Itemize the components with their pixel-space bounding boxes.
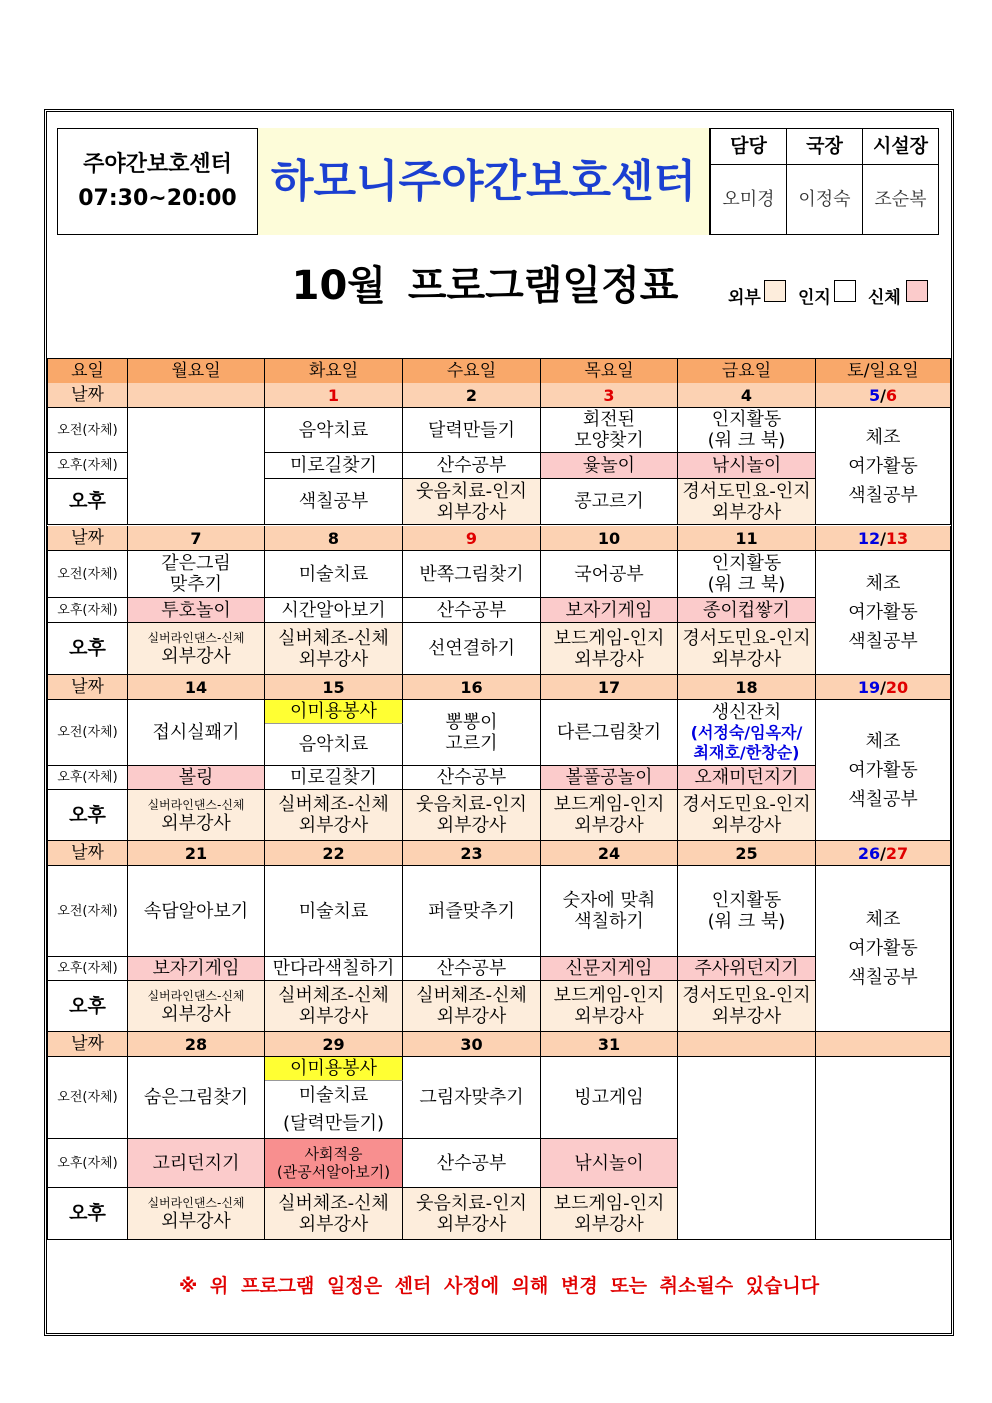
program-cell bbox=[678, 408, 816, 453]
saturday-date: 26 bbox=[857, 843, 881, 863]
program-cell-line: 뽕뽕이 bbox=[445, 711, 498, 733]
program-cell bbox=[403, 700, 541, 766]
sunday-date: 20 bbox=[885, 677, 909, 697]
program-cell-line: 외부강사 bbox=[711, 1006, 782, 1027]
row-label-pm: 오후 bbox=[47, 479, 128, 525]
date-cell: 21 bbox=[128, 841, 265, 866]
weekend-activity: 여가활동 bbox=[848, 602, 918, 623]
program-cell-line: 인지활동 bbox=[711, 890, 782, 911]
date-cell: 9 bbox=[403, 526, 541, 551]
program-cell bbox=[128, 981, 265, 1032]
legend-cognitive-swatch bbox=[834, 280, 856, 302]
program-cell bbox=[403, 981, 541, 1032]
row-label-am: 오전(자체) bbox=[47, 1057, 128, 1139]
date-cell: 16 bbox=[403, 675, 541, 700]
program-cell bbox=[541, 623, 678, 675]
row-label-pm-self: 오후(자체) bbox=[47, 453, 128, 479]
date-cell: 23 bbox=[403, 841, 541, 866]
program-cell: 시간알아보기 bbox=[265, 598, 403, 623]
program-cell: 속담알아보기 bbox=[128, 866, 265, 957]
date-cell: 17 bbox=[541, 675, 678, 700]
program-cell: 산수공부 bbox=[403, 766, 541, 790]
row-label-pm: 오후 bbox=[47, 623, 128, 675]
program-cell-line: 실버라인댄스-신체 bbox=[147, 988, 245, 1003]
program-cell: 볼풀공놀이 bbox=[541, 766, 678, 790]
date-label: 날짜 bbox=[47, 383, 128, 408]
program-cell-line: 외부강사 bbox=[298, 1213, 369, 1235]
program-cell-line: 외부강사 bbox=[574, 648, 644, 670]
program-cell-line: 회전된 bbox=[582, 409, 636, 430]
program-cell: 다른그림찾기 bbox=[541, 700, 678, 766]
program-cell bbox=[541, 408, 678, 453]
program-cell-line: 인지활동 bbox=[711, 409, 782, 430]
program-cell: 고리던지기 bbox=[128, 1139, 265, 1188]
column-header: 토/일요일 bbox=[816, 359, 951, 384]
date-cell: 3 bbox=[541, 383, 678, 408]
row-label-pm-self: 오후(자체) bbox=[47, 766, 128, 790]
approval-label-1: 담당 bbox=[710, 128, 787, 165]
empty-cell bbox=[678, 1057, 816, 1240]
program-cell bbox=[265, 981, 403, 1032]
program-cell: 미로길찾기 bbox=[265, 453, 403, 479]
empty-cell bbox=[128, 408, 265, 525]
program-cell bbox=[541, 790, 678, 841]
program-cell-line: 경서도민요-인지 bbox=[682, 627, 811, 649]
program-cell: 산수공부 bbox=[403, 957, 541, 981]
program-cell-line: 실버라인댄스-신체 bbox=[147, 1196, 245, 1210]
program-cell: 낚시놀이 bbox=[678, 453, 816, 479]
program-cell: 볼링 bbox=[128, 766, 265, 790]
program-cell: 낚시놀이 bbox=[541, 1139, 678, 1188]
program-cell: 주사위던지기 bbox=[678, 957, 816, 981]
legend-cognitive-label: 인지 bbox=[798, 288, 831, 308]
program-cell: 그림자맞추기 bbox=[403, 1057, 541, 1139]
program-cell-line: 외부강사 bbox=[711, 648, 782, 670]
program-cell: 빙고게임 bbox=[541, 1057, 678, 1139]
weekend-date-cell bbox=[816, 383, 951, 408]
date-cell: 7 bbox=[128, 526, 265, 551]
program-cell bbox=[265, 623, 403, 675]
program-cell-line: 외부강사 bbox=[436, 501, 507, 523]
birthday-party-cell bbox=[678, 700, 816, 766]
column-header: 요일 bbox=[47, 359, 128, 384]
approval-label-2: 국장 bbox=[786, 128, 863, 165]
page-title: 10월 프로그램일정표 bbox=[291, 262, 679, 309]
program-cell: 선연결하기 bbox=[403, 623, 541, 675]
program-cell bbox=[128, 1188, 265, 1240]
program-cell bbox=[541, 1188, 678, 1240]
program-cell: 반쪽그림찾기 bbox=[403, 551, 541, 598]
date-separator: / bbox=[880, 843, 886, 863]
program-cell: 콩고르기 bbox=[541, 479, 678, 525]
program-cell-line: 웃음치료-인지 bbox=[416, 480, 527, 502]
program-cell-line: 경서도민요-인지 bbox=[682, 794, 811, 815]
column-header: 수요일 bbox=[403, 359, 541, 384]
weekend-activity: 체조 bbox=[865, 730, 901, 752]
program-cell-line: 외부강사 bbox=[711, 815, 782, 836]
date-label: 날짜 bbox=[47, 526, 128, 551]
program-cell bbox=[678, 479, 816, 525]
program-cell-line: 웃음치료-인지 bbox=[416, 794, 527, 815]
signature-2: 이정숙 bbox=[786, 164, 863, 235]
weekend-activities-cell bbox=[816, 700, 951, 841]
program-cell-line: 외부강사 bbox=[436, 815, 507, 836]
program-cell-line: 실버체조-신체 bbox=[278, 627, 389, 649]
row-label-pm: 오후 bbox=[47, 981, 128, 1032]
weekend-activity: 색칠공부 bbox=[848, 631, 918, 652]
program-cell-line: (워 크 북) bbox=[707, 430, 786, 451]
signature-3: 조순복 bbox=[862, 164, 939, 235]
weekend-activity: 색칠공부 bbox=[848, 484, 918, 506]
weekend-activity: 여가활동 bbox=[848, 455, 918, 477]
program-cell-line: 외부강사 bbox=[436, 1006, 507, 1027]
date-cell: 18 bbox=[678, 675, 816, 700]
column-header: 월요일 bbox=[128, 359, 265, 384]
program-cell-line: 맞추기 bbox=[169, 574, 223, 595]
program-cell-line: 외부강사 bbox=[161, 1003, 231, 1025]
date-separator: / bbox=[880, 677, 886, 697]
program-cell-line: 같은그림 bbox=[161, 553, 231, 574]
empty-cell bbox=[816, 1057, 951, 1240]
center-title: 하모니주야간보호센터 bbox=[270, 156, 697, 207]
date-cell: 11 bbox=[678, 526, 816, 551]
program-cell: 보자기게임 bbox=[128, 957, 265, 981]
row-label-am: 오전(자체) bbox=[47, 408, 128, 453]
weekend-activities-cell bbox=[816, 408, 951, 525]
header-title bbox=[257, 128, 710, 235]
program-cell bbox=[128, 790, 265, 841]
weekend-date-cell bbox=[816, 675, 951, 700]
program-cell: 미술치료 bbox=[265, 551, 403, 598]
saturday-date: 5 bbox=[868, 385, 881, 405]
date-cell: 2 bbox=[403, 383, 541, 408]
legend-external-swatch bbox=[764, 280, 786, 302]
date-cell: 10 bbox=[541, 526, 678, 551]
volunteer-service-cell: 이미용봉사 bbox=[265, 1057, 403, 1081]
program-cell-line: (워 크 북) bbox=[707, 911, 786, 932]
program-cell-line: 미술치료 bbox=[298, 1084, 369, 1106]
date-cell: 24 bbox=[541, 841, 678, 866]
program-cell-line: 경서도민요-인지 bbox=[682, 480, 811, 502]
program-cell: 미술치료 bbox=[265, 866, 403, 957]
weekend-activity: 체조 bbox=[865, 573, 901, 594]
saturday-date: 19 bbox=[857, 677, 881, 697]
program-cell: 산수공부 bbox=[403, 598, 541, 623]
column-header: 금요일 bbox=[678, 359, 816, 384]
footer-note: ※ 위 프로그램 일정은 센터 사정에 의해 변경 또는 취소될수 있습니다 bbox=[178, 1274, 820, 1297]
program-cell bbox=[403, 790, 541, 841]
date-cell bbox=[678, 1032, 816, 1057]
program-cell: 달력만들기 bbox=[403, 408, 541, 453]
approval-label-3: 시설장 bbox=[862, 128, 939, 165]
program-cell-line: 실버체조-신체 bbox=[278, 1192, 389, 1214]
program-cell: 음악치료 bbox=[265, 724, 403, 766]
program-cell bbox=[541, 981, 678, 1032]
program-cell-line: 외부강사 bbox=[161, 1211, 231, 1232]
weekend-activities-cell bbox=[816, 551, 951, 675]
program-cell-line: 외부강사 bbox=[161, 646, 231, 667]
program-cell-line: 보드게임-인지 bbox=[553, 1192, 665, 1214]
program-cell-line: 실버체조-신체 bbox=[278, 794, 389, 815]
program-cell: 국어공부 bbox=[541, 551, 678, 598]
sunday-date: 6 bbox=[885, 385, 898, 405]
date-cell: 15 bbox=[265, 675, 403, 700]
program-cell-line: 외부강사 bbox=[298, 648, 369, 670]
program-cell: 접시실꽤기 bbox=[128, 700, 265, 766]
program-cell-line: 실버라인댄스-신체 bbox=[147, 797, 245, 812]
program-cell bbox=[265, 1139, 403, 1188]
program-cell bbox=[678, 866, 816, 957]
weekend-activity: 여가활동 bbox=[848, 759, 918, 781]
program-cell: 미로길찾기 bbox=[265, 766, 403, 790]
program-cell: 퍼즐맞추기 bbox=[403, 866, 541, 957]
program-cell-line: 실버체조-신체 bbox=[416, 985, 527, 1006]
program-cell-line: 외부강사 bbox=[574, 815, 644, 836]
program-cell bbox=[265, 1188, 403, 1240]
program-cell: 만다라색칠하기 bbox=[265, 957, 403, 981]
birthday-names: (서정숙/임옥자/ bbox=[690, 722, 803, 742]
program-cell bbox=[265, 790, 403, 841]
date-separator: / bbox=[880, 528, 886, 548]
date-cell: 4 bbox=[678, 383, 816, 408]
date-cell bbox=[128, 383, 265, 408]
program-cell-line: 외부강사 bbox=[161, 812, 231, 834]
row-label-pm-self: 오후(자체) bbox=[47, 1139, 128, 1188]
program-cell-line: 보드게임-인지 bbox=[553, 794, 665, 815]
saturday-date: 12 bbox=[857, 528, 881, 548]
program-cell-line: 외부강사 bbox=[436, 1213, 507, 1235]
center-name: 주야간보호센터 bbox=[83, 151, 232, 177]
program-cell-line: 색칠하기 bbox=[574, 911, 644, 932]
program-cell: 음악치료 bbox=[265, 408, 403, 453]
column-header: 목요일 bbox=[541, 359, 678, 384]
program-cell: 오재미던지기 bbox=[678, 766, 816, 790]
date-cell: 14 bbox=[128, 675, 265, 700]
weekend-date-cell bbox=[816, 1032, 951, 1057]
program-cell bbox=[403, 479, 541, 525]
date-cell: 1 bbox=[265, 383, 403, 408]
sunday-date: 27 bbox=[885, 843, 909, 863]
birthday-names: 최재호/한창순) bbox=[693, 742, 800, 762]
row-label-am: 오전(자체) bbox=[47, 551, 128, 598]
legend bbox=[728, 280, 938, 306]
legend-external-label: 외부 bbox=[728, 288, 761, 308]
weekend-activities-cell bbox=[816, 866, 951, 1032]
program-cell: 숨은그림찾기 bbox=[128, 1057, 265, 1139]
program-cell-line: (워 크 북) bbox=[707, 574, 786, 595]
program-cell-line: 외부강사 bbox=[711, 501, 782, 523]
date-cell: 31 bbox=[541, 1032, 678, 1057]
row-label-am: 오전(자체) bbox=[47, 866, 128, 957]
program-cell-line: 보드게임-인지 bbox=[553, 627, 665, 649]
program-cell-line: 실버라인댄스-신체 bbox=[147, 631, 245, 645]
program-cell-line: 외부강사 bbox=[574, 1006, 644, 1027]
row-label-pm-self: 오후(자체) bbox=[47, 957, 128, 981]
program-cell-line: 외부강사 bbox=[574, 1213, 644, 1235]
program-cell: 신문지게임 bbox=[541, 957, 678, 981]
program-cell: 윷놀이 bbox=[541, 453, 678, 479]
program-cell-line: 숫자에 맞춰 bbox=[562, 890, 656, 911]
date-cell: 8 bbox=[265, 526, 403, 551]
program-cell-line: (관공서알아보기) bbox=[276, 1163, 391, 1181]
program-cell bbox=[678, 623, 816, 675]
program-cell-line: 웃음치료-인지 bbox=[416, 1192, 527, 1214]
program-cell-line: 외부강사 bbox=[298, 1006, 369, 1027]
signature-1: 오미경 bbox=[710, 164, 787, 235]
date-cell: 28 bbox=[128, 1032, 265, 1057]
date-cell: 22 bbox=[265, 841, 403, 866]
program-cell-line: (달력만들기) bbox=[283, 1112, 384, 1134]
weekend-date-cell bbox=[816, 841, 951, 866]
program-cell-line: 외부강사 bbox=[298, 815, 369, 836]
program-cell bbox=[541, 866, 678, 957]
program-cell: 투호놀이 bbox=[128, 598, 265, 623]
legend-physical-label: 신체 bbox=[868, 288, 901, 308]
program-cell: 색칠공부 bbox=[265, 479, 403, 525]
program-cell-line: 경서도민요-인지 bbox=[682, 985, 811, 1006]
date-cell: 25 bbox=[678, 841, 816, 866]
program-cell: 산수공부 bbox=[403, 1139, 541, 1188]
program-cell bbox=[128, 623, 265, 675]
program-cell-line: 인지활동 bbox=[711, 553, 782, 574]
program-cell: 종이컵쌓기 bbox=[678, 598, 816, 623]
center-hours: 07:30~20:00 bbox=[78, 185, 237, 211]
column-header: 화요일 bbox=[265, 359, 403, 384]
date-cell: 30 bbox=[403, 1032, 541, 1057]
program-cell: 보자기게임 bbox=[541, 598, 678, 623]
row-label-pm: 오후 bbox=[47, 790, 128, 841]
program-cell-line: 실버체조-신체 bbox=[278, 985, 389, 1006]
program-cell bbox=[678, 981, 816, 1032]
sunday-date: 13 bbox=[885, 528, 909, 548]
date-label: 날짜 bbox=[47, 841, 128, 866]
row-label-am: 오전(자체) bbox=[47, 700, 128, 766]
legend-physical-swatch bbox=[906, 280, 928, 302]
date-label: 날짜 bbox=[47, 1032, 128, 1057]
date-cell: 29 bbox=[265, 1032, 403, 1057]
weekend-activity: 색칠공부 bbox=[848, 967, 918, 988]
program-cell-line: 고르기 bbox=[445, 732, 498, 754]
program-cell bbox=[265, 1081, 403, 1139]
weekend-activity: 색칠공부 bbox=[848, 788, 918, 810]
program-cell bbox=[128, 551, 265, 598]
weekend-activity: 체조 bbox=[865, 426, 901, 448]
program-cell: 산수공부 bbox=[403, 453, 541, 479]
birthday-party-title: 생신잔치 bbox=[711, 701, 782, 723]
center-info bbox=[58, 129, 257, 234]
program-cell bbox=[678, 551, 816, 598]
program-cell-line: 모양찾기 bbox=[574, 430, 644, 451]
program-cell bbox=[403, 1188, 541, 1240]
volunteer-service-cell: 이미용봉사 bbox=[265, 700, 403, 724]
program-cell-line: 보드게임-인지 bbox=[553, 985, 665, 1006]
date-separator: / bbox=[880, 385, 886, 405]
program-cell bbox=[678, 790, 816, 841]
weekend-activity: 체조 bbox=[865, 909, 901, 930]
weekend-date-cell bbox=[816, 526, 951, 551]
row-label-pm-self: 오후(자체) bbox=[47, 598, 128, 623]
weekend-activity: 여가활동 bbox=[848, 938, 918, 959]
date-label: 날짜 bbox=[47, 675, 128, 700]
program-cell-line: 사회적응 bbox=[304, 1145, 363, 1163]
row-label-pm: 오후 bbox=[47, 1188, 128, 1240]
